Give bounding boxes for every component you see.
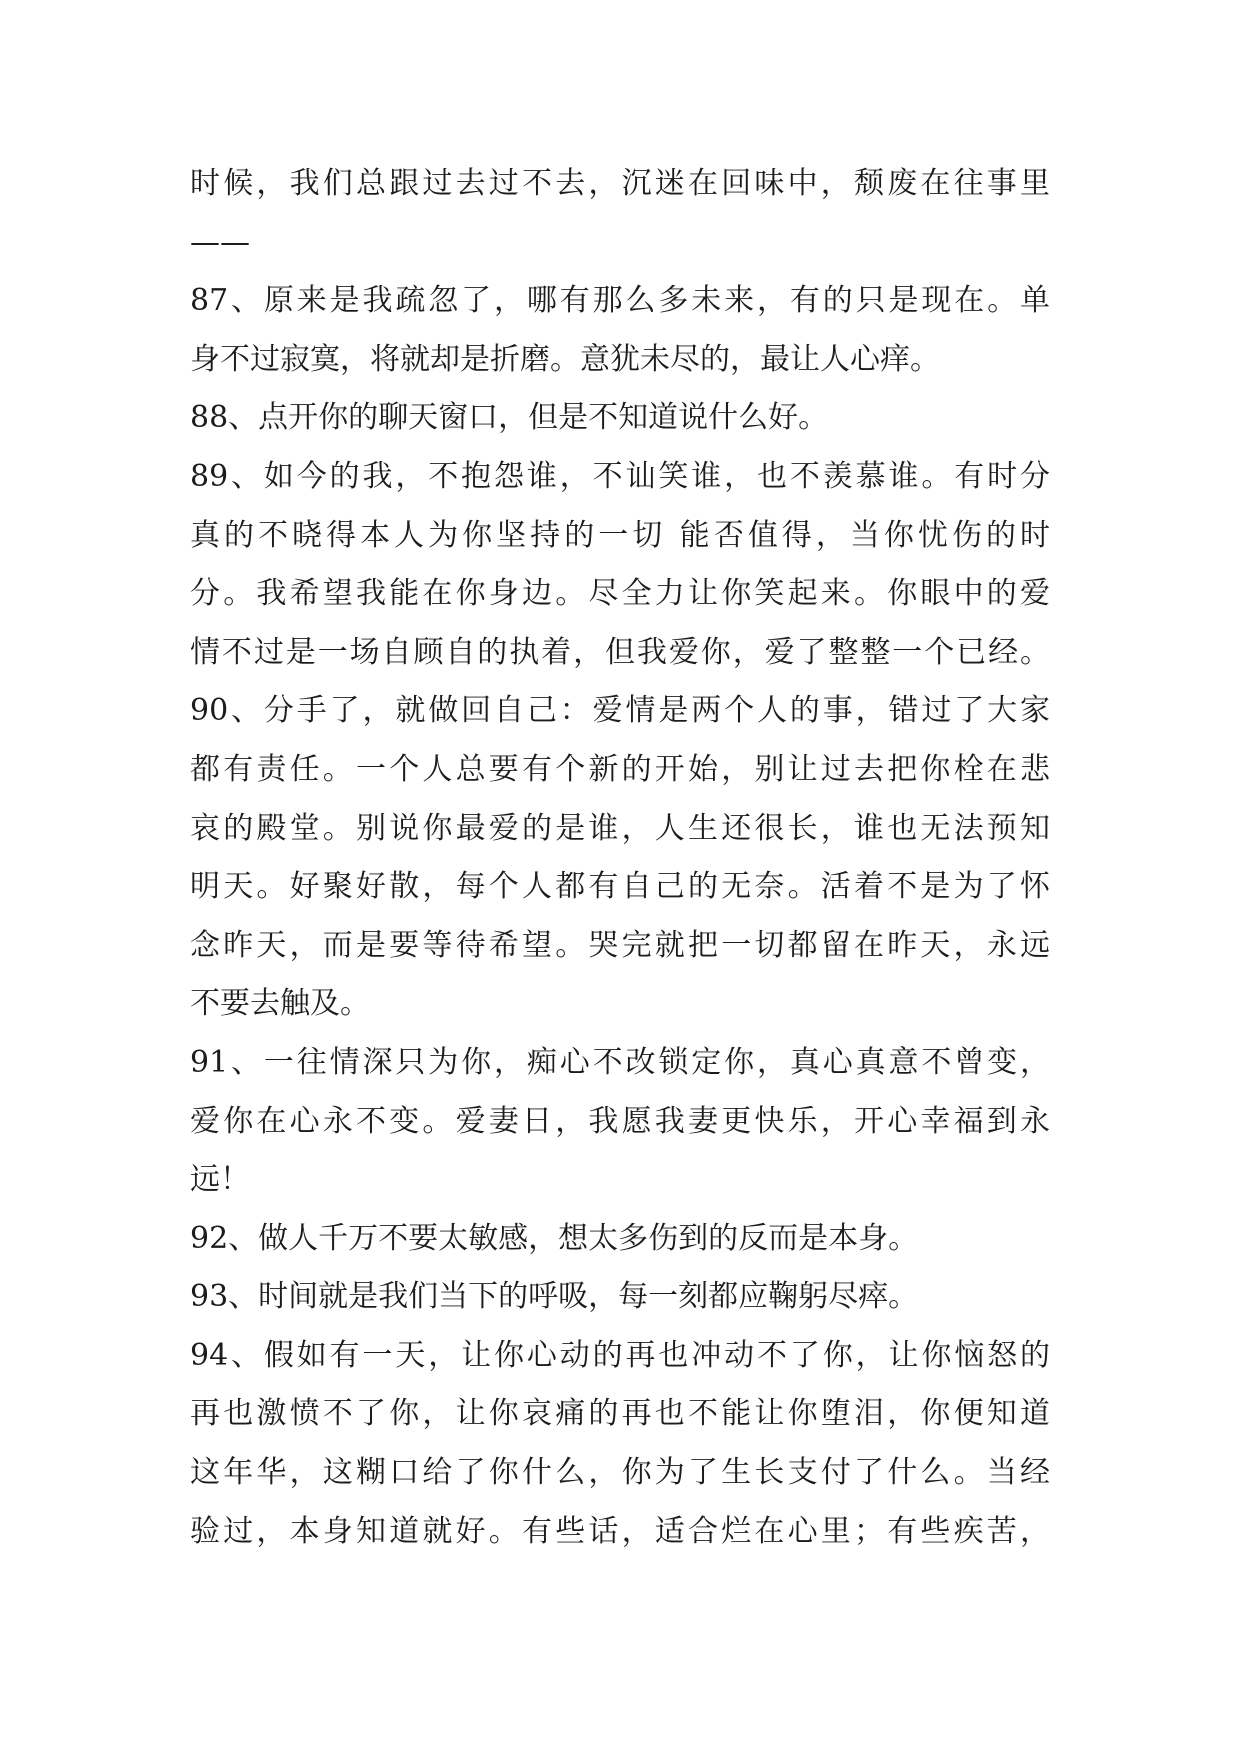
text-line: 93、时间就是我们当下的呼吸，每一刻都应鞠躬尽瘁。 [190,1279,919,1315]
text-line: 87、原来是我疏忽了，哪有那么多未来，有的只是现在。单 [190,283,1050,319]
text-line: 不要去触及。 [190,986,370,1022]
text-line: 身不过寂寞，将就却是折磨。意犹未尽的，最让人心痒。 [190,341,940,377]
text-line: 都有责任。一个人总要有个新的开始，别让过去把你栓在悲 [190,751,1050,787]
text-line: 哀的殿堂。别说你最爱的是谁，人生还很长，谁也无法预知 [190,810,1050,846]
text-line: 这年华，这糊口给了你什么，你为了生长支付了什么。当经 [190,1455,1050,1491]
text-line: —— [190,224,250,260]
text-line: 明天。好聚好散，每个人都有自己的无奈。活着不是为了怀 [190,869,1050,905]
text-line: 分。我希望我能在你身边。尽全力让你笑起来。你眼中的爱 [190,576,1050,612]
text-line: 远！ [190,1162,250,1198]
text-line: 念昨天，而是要等待希望。哭完就把一切都留在昨天，永远 [190,927,1050,963]
text-line: 92、做人千万不要太敏感，想太多伤到的反而是本身。 [190,1220,919,1256]
text-line: 真的不晓得本人为你坚持的一切 能否值得，当你忧伤的时 [190,517,1050,553]
text-line: 验过，本身知道就好。有些话，适合烂在心里；有些疾苦， [190,1513,1050,1549]
text-line: 90、分手了，就做回自己：爱情是两个人的事，错过了大家 [190,693,1050,729]
body-text [190,155,1050,1561]
text-line: 88、点开你的聊天窗口，但是不知道说什么好。 [190,400,829,436]
text-line: 89、如今的我，不抱怨谁，不讪笑谁，也不羡慕谁。有时分 [190,458,1050,494]
text-line: 时候，我们总跟过去过不去，沉迷在回味中，颓废在往事里 [190,166,1050,201]
text-line: 94、假如有一天，让你心动的再也冲动不了你，让你恼怒的 [190,1337,1050,1373]
text-line: 情不过是一场自顾自的执着，但我爱你，爱了整整一个已经。 [190,634,1050,670]
text-line: 91、一往情深只为你，痴心不改锁定你，真心真意不曾变， [190,1044,1050,1080]
text-line: 再也激愤不了你，让你哀痛的再也不能让你堕泪，你便知道 [190,1396,1050,1432]
text-line: 爱你在心永不变。爱妻日，我愿我妻更快乐，开心幸福到永 [190,1103,1050,1139]
